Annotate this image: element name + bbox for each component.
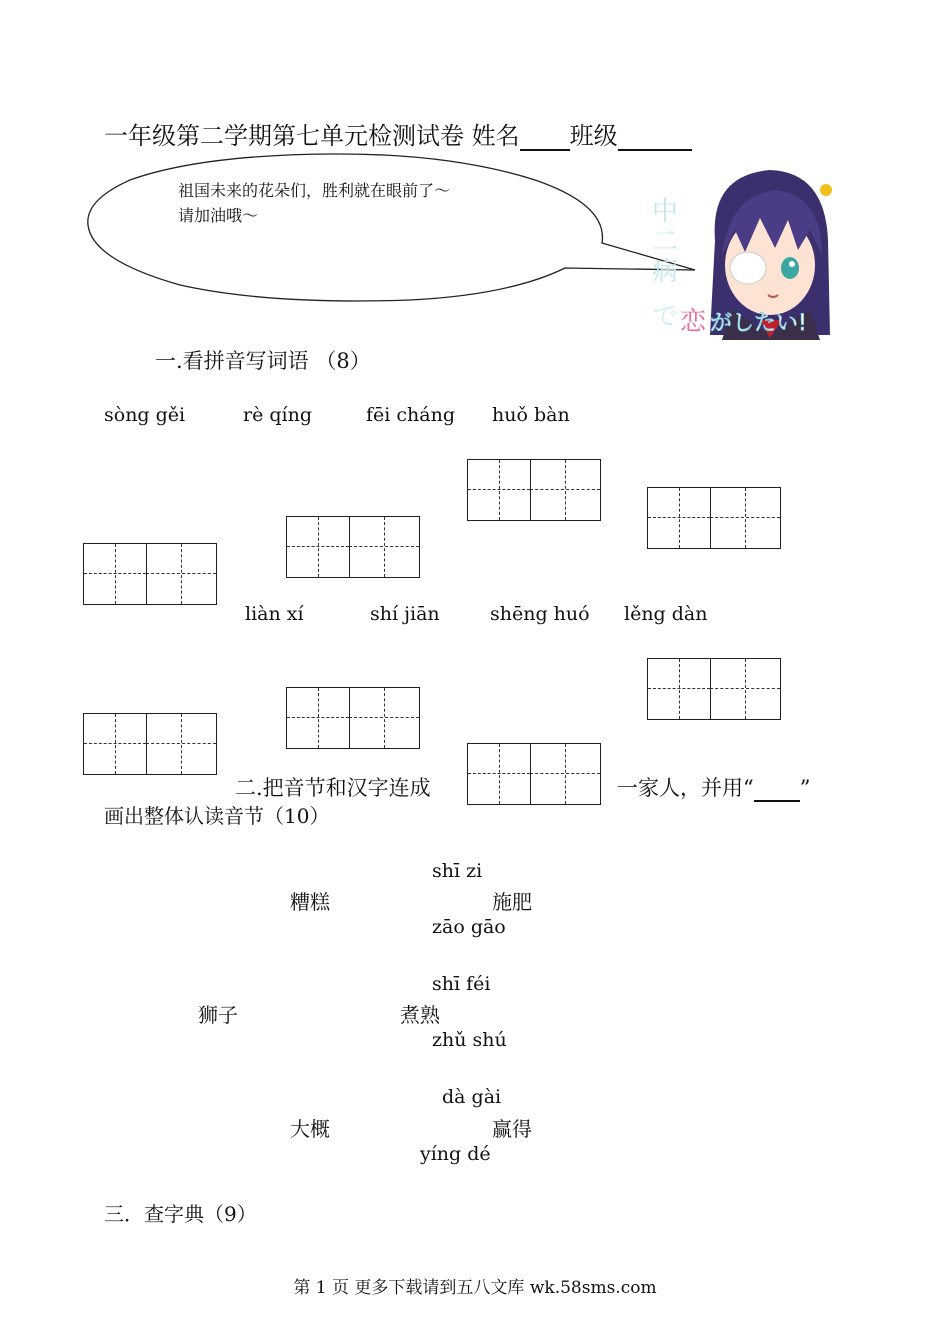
- writing-grid[interactable]: [467, 459, 601, 521]
- writing-grid[interactable]: [83, 713, 217, 775]
- pinyin-top: shī féi: [432, 973, 491, 995]
- svg-text:二: 二: [652, 227, 679, 257]
- pinyin-re-qing: rè qíng: [243, 404, 313, 426]
- svg-text:で: で: [652, 302, 679, 332]
- svg-text:恋: 恋: [680, 307, 707, 337]
- speech-bubble: [80, 150, 720, 310]
- word-right[interactable]: 煮熟: [400, 1003, 440, 1027]
- section-2-title-line2: 画出整体认读音节（10）: [104, 804, 330, 828]
- class-label: 班级: [569, 122, 618, 150]
- pinyin-leng-dan: lěng dàn: [624, 603, 708, 625]
- writing-grid[interactable]: [467, 743, 601, 805]
- pinyin-song-gei: sòng gěi: [104, 404, 186, 426]
- pinyin-huo-ban: huǒ bàn: [492, 404, 570, 426]
- section-2-title: 二.把音节和汉字连成: [235, 776, 431, 800]
- section-3-title: 三．查字典（9）: [104, 1202, 257, 1226]
- section-2-title-text: 一家人，并用“: [617, 776, 754, 800]
- writing-grid[interactable]: [647, 658, 781, 720]
- pinyin-bottom: zāo gāo: [432, 916, 506, 938]
- anime-girl-illustration-icon: [640, 160, 832, 340]
- pinyin-bottom: yíng dé: [420, 1143, 491, 1165]
- word-right[interactable]: 赢得: [492, 1117, 532, 1141]
- svg-text:中: 中: [652, 197, 679, 227]
- pinyin-top: shī zi: [432, 860, 483, 882]
- writing-grid[interactable]: [83, 543, 217, 605]
- bubble-line-1: 祖国未来的花朵们，胜利就在眼前了～: [178, 181, 451, 200]
- pinyin-lian-xi: liàn xí: [245, 603, 304, 625]
- pinyin-shi-jian: shí jiān: [370, 603, 440, 625]
- word-left[interactable]: 糟糕: [290, 890, 330, 914]
- svg-text:がしたい!: がしたい!: [710, 311, 807, 336]
- section-2-title-cont: [617, 772, 811, 802]
- word-left[interactable]: 大概: [290, 1117, 330, 1141]
- class-blank[interactable]: [618, 127, 692, 151]
- pinyin-bottom: zhǔ shú: [432, 1029, 507, 1051]
- section-2-quote-close: ”: [799, 776, 811, 800]
- title-text: 一年级第二学期第七单元检测试卷 姓名: [104, 122, 520, 150]
- writing-grid[interactable]: [286, 516, 420, 578]
- pinyin-top: dà gài: [442, 1086, 502, 1108]
- svg-text:病: 病: [652, 257, 679, 287]
- page-title: [104, 116, 692, 151]
- writing-grid[interactable]: [647, 487, 781, 549]
- writing-grid[interactable]: [286, 687, 420, 749]
- page-footer: 第 1 页 更多下载请到五八文库 wk.58sms.com: [293, 1278, 657, 1298]
- word-right[interactable]: 施肥: [492, 890, 532, 914]
- pinyin-sheng-huo: shēng huó: [490, 603, 590, 625]
- word-left[interactable]: 狮子: [198, 1003, 238, 1027]
- section-1-title: 一.看拼音写词语 （8）: [155, 349, 371, 373]
- pinyin-fei-chang: fēi cháng: [366, 404, 455, 426]
- underline-sample: [754, 782, 800, 802]
- bubble-line-2: 请加油哦～: [178, 206, 259, 225]
- name-blank[interactable]: [520, 127, 570, 151]
